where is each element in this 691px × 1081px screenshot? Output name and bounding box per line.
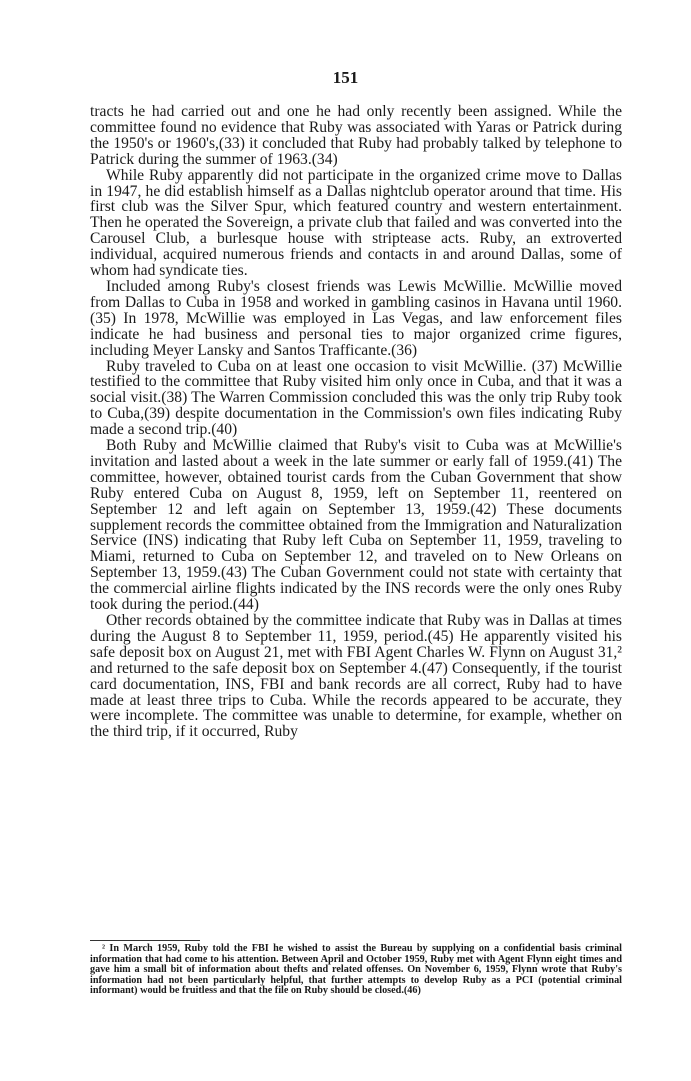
paragraph: Included among Ruby's closest friends was Lewis McWillie. McWillie moved from Dallas to Cuba in 1958 and worked in gambling casinos in Havana until 1960.(35) In 1978, McWillie was employed in Las Vegas, and law enforcement files indicate he had business and personal ties to major organized crime figures, including Meyer Lansky and Santos Trafficante.(36): [90, 277, 622, 359]
footnote-divider: [90, 940, 200, 941]
paragraph: Other records obtained by the committee indicate that Ruby was in Dallas at times during the August 8 to September 11, 1959, period.(45) He apparently visited his safe deposit box on August 21, met with FBI Agent Charles W. Flynn on August 31,² and returned to the safe deposit box on September 4.(47) Consequently, if the tourist card documentation, INS, FBI and bank records are all correct, Ruby had to have made at least three trips to Cuba. While the records appeared to be accurate, they were incomplete. The committee was unable to determine, for example, whether on the third trip, if it occurred, Ruby: [90, 612, 622, 741]
footnote: ² In March 1959, Ruby told the FBI he wished to assist the Bureau by supplying on a confidential basis criminal information that had come to his attention. Between April and October 1959, Ruby met with Agent Flynn eight times and gave him a small bit of information about thefts and related offenses. On November 6, 1959, Flynn wrote that Ruby's information had not been particularly helpful, that further attempts to develop Ruby as a PCI (potential criminal informant) would be fruitless and that the file on Ruby should be closed.(46): [90, 943, 622, 997]
body-text: [90, 104, 622, 740]
paragraph: While Ruby apparently did not participate in the organized crime move to Dallas in 1947, he did establish himself as a Dallas nightclub operator around that time. His first club was the Silver Spur, which featured country and western entertainment. Then he operated the Sovereign, a private club that failed and was converted into the Carousel Club, a burlesque house with striptease acts. Ruby, an extroverted individual, acquired numerous friends and contacts in and around Dallas, some of whom had syndicate ties.: [90, 166, 622, 280]
paragraph: Ruby traveled to Cuba on at least one occasion to visit McWillie. (37) McWillie testified to the committee that Ruby visited him only once in Cuba, and that it was a social visit.(38) The Warren Commission concluded this was the only trip Ruby took to Cuba,(39) despite documentation in the Commission's own files indicating Ruby made a second trip.(40): [90, 357, 622, 439]
paragraph: tracts he had carried out and one he had only recently been assigned. While the committee found no evidence that Ruby was associated with Yaras or Patrick during the 1950's or 1960's,(33) it concluded that Ruby had probably talked by telephone to Patrick during the summer of 1963.(34): [90, 103, 622, 168]
page-number: 151: [332, 68, 359, 87]
paragraph: Both Ruby and McWillie claimed that Ruby's visit to Cuba was at McWillie's invitation and lasted about a week in the late summer or early fall of 1959.(41) The committee, however, obtained tourist cards from the Cuban Government that show Ruby entered Cuba on August 8, 1959, left on September 11, reentered on September 12 and left again on September 13, 1959.(42) These documents supplement records the committee obtained from the Immigration and Naturalization Service (INS) indicating that Ruby left Cuba on September 11, 1959, traveling to Miami, returned to Cuba on September 12, and traveled on to New Orleans on September 13, 1959.(43) The Cuban Government could not state with certainty that the commercial airline flights indicated by the INS records were the only ones Ruby took during the period.(44): [90, 437, 622, 614]
